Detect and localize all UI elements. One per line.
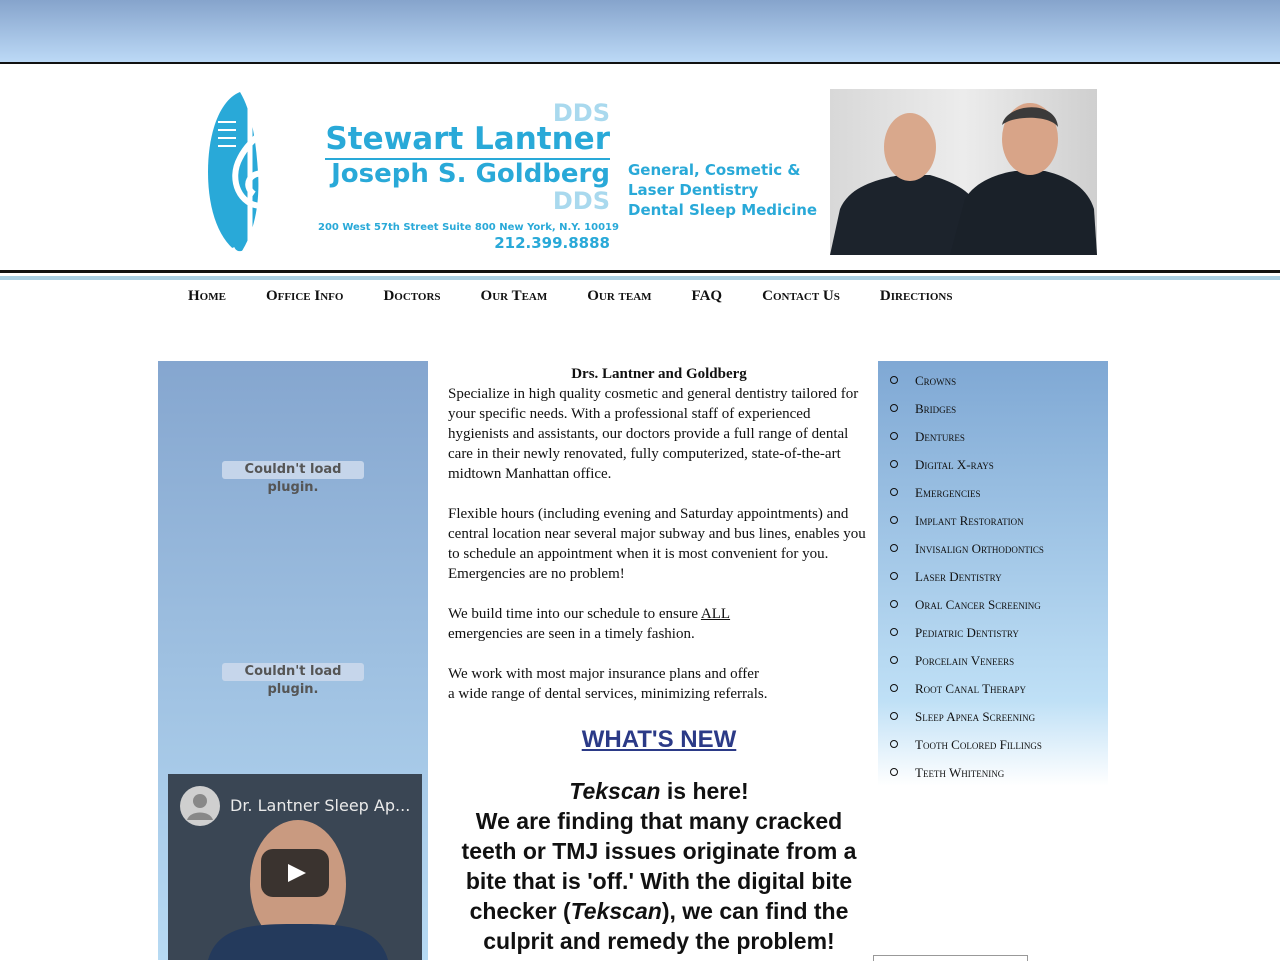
tekscan-brand: Tekscan [569,778,661,804]
site-header [0,64,1280,270]
hours-paragraph: Flexible hours (including evening and Saturday appointments) and central location near several major subway and bus lines, enables you to schedule an appointment when it is most convenient for you. Emergencies are no problem! [448,506,866,582]
insurance-text-a: We work with most major insurance plans and offer [448,666,759,682]
service-invisalign[interactable] [878,541,1108,569]
service-label[interactable]: Invisalign Orthodontics [915,541,1044,556]
bottom-widget-frame [873,955,1028,961]
treble-clef-tooth-logo-icon [200,82,292,262]
tagline-line-1: General, Cosmetic & [628,161,801,179]
practice-tagline [628,160,817,220]
bullet-icon [890,600,898,608]
nav-office-info[interactable]: Office Info [265,288,344,304]
bullet-icon [890,432,898,440]
video-player[interactable] [168,774,422,960]
logo-address: 200 West 57th Street Suite 800 New York, N.Y. 10019 [318,222,619,233]
service-label[interactable]: Teeth Whitening [915,765,1005,780]
service-label[interactable]: Crowns [915,373,957,388]
bullet-icon [890,628,898,636]
bullet-icon [890,740,898,748]
service-teeth-whitening[interactable] [878,765,1108,793]
logo-doctor-name-2: Joseph S. Goldberg [331,159,610,189]
nav-our-team[interactable]: Our Team [480,288,548,304]
news-body-a: We are finding that many cracked teeth or TMJ issues originate from a bite that is 'off.' With the digital bite checker ( [461,808,857,924]
nav-contact-us[interactable]: Contact Us [762,288,840,304]
nav-home[interactable]: Home [188,288,226,304]
play-icon [261,849,329,897]
insurance-paragraph [448,664,870,704]
bullet-icon [890,572,898,580]
service-label[interactable]: Dentures [915,429,965,444]
logo-doctor-name-1: Stewart Lantner [325,122,610,160]
emergencies-emphasis: ALL [700,606,731,622]
bullet-icon [890,460,898,468]
emergencies-paragraph [448,604,870,644]
service-digital-xrays[interactable] [878,457,1108,485]
service-dentures[interactable] [878,429,1108,457]
plugin-error-1: Couldn't load plugin. [222,461,364,479]
header-divider-light [0,276,1280,280]
nav-doctors[interactable]: Doctors [383,288,441,304]
channel-avatar-icon [180,786,220,826]
service-label[interactable]: Digital X-rays [915,457,994,472]
tagline-line-3: Dental Sleep Medicine [628,201,818,219]
bullet-icon [890,516,898,524]
main-content [448,364,870,956]
service-label[interactable]: Root Canal Therapy [915,681,1027,696]
service-label[interactable]: Pediatric Dentistry [915,625,1019,640]
services-sidebar [878,361,1108,786]
service-label[interactable]: Bridges [915,401,957,416]
service-porcelain-veneers[interactable] [878,653,1108,681]
logo-dds-bottom: DDS [552,187,610,215]
service-label[interactable]: Sleep Apnea Screening [915,709,1036,724]
service-emergencies[interactable] [878,485,1108,513]
service-oral-cancer-screening[interactable] [878,597,1108,625]
main-navigation [188,288,992,305]
service-bridges[interactable] [878,401,1108,429]
left-sidebar [158,361,428,960]
video-title[interactable]: Dr. Lantner Sleep Ap... [230,796,411,815]
doctors-photo [830,89,1097,255]
emergencies-text-b: emergencies are seen in a timely fashion. [448,626,695,642]
intro-paragraph: Specialize in high quality cosmetic and general dentistry tailored for your specific needs. With a professional staff of experienced hygienists and assistants, our doctors provide a full range of dental care in their newly renovated, fully computerized, state-of-the-art midtown Manhattan office. [448,386,859,482]
service-label[interactable]: Porcelain Veneers [915,653,1015,668]
service-label[interactable]: Emergencies [915,485,981,500]
service-pediatric-dentistry[interactable] [878,625,1108,653]
logo-dds-top: DDS [552,99,610,127]
services-list [878,361,1108,793]
news-headline-rest: is here! [660,778,749,804]
bullet-icon [890,404,898,412]
tekscan-brand-2: Tekscan [570,898,662,924]
service-label[interactable]: Oral Cancer Screening [915,597,1041,612]
emergencies-text-a: We build time into our schedule to ensure [448,606,701,622]
news-body-b: ), we can find the culprit and remedy the problem! [483,898,849,954]
bullet-icon [890,376,898,384]
nav-faq[interactable]: FAQ [691,288,723,304]
service-laser-dentistry[interactable] [878,569,1108,597]
bullet-icon [890,488,898,496]
service-sleep-apnea[interactable] [878,709,1108,737]
tekscan-news [448,776,870,956]
bullet-icon [890,544,898,552]
tagline-line-2: Laser Dentistry [628,181,759,199]
main-heading: Drs. Lantner and Goldberg [571,366,747,382]
nav-directions[interactable]: Directions [879,288,953,304]
doctors-photo-illustration [830,89,1097,255]
whats-new-link[interactable]: WHAT'S NEW [581,726,737,753]
insurance-text-b: a wide range of dental services, minimizing referrals. [448,686,768,702]
header-divider-dark [0,270,1280,273]
service-tooth-colored-fillings[interactable] [878,737,1108,765]
service-root-canal[interactable] [878,681,1108,709]
service-crowns[interactable] [878,373,1108,401]
bullet-icon [890,684,898,692]
bullet-icon [890,656,898,664]
service-label[interactable]: Implant Restoration [915,513,1024,528]
top-banner [0,0,1280,64]
service-implant-restoration[interactable] [878,513,1108,541]
bullet-icon [890,712,898,720]
bullet-icon [890,768,898,776]
service-label[interactable]: Tooth Colored Fillings [915,737,1042,752]
plugin-error-2: Couldn't load plugin. [222,663,364,681]
play-button[interactable] [261,849,329,897]
nav-our-team-2[interactable]: Our team [587,288,652,304]
logo-phone: 212.399.8888 [494,234,610,252]
service-label[interactable]: Laser Dentistry [915,569,1002,584]
